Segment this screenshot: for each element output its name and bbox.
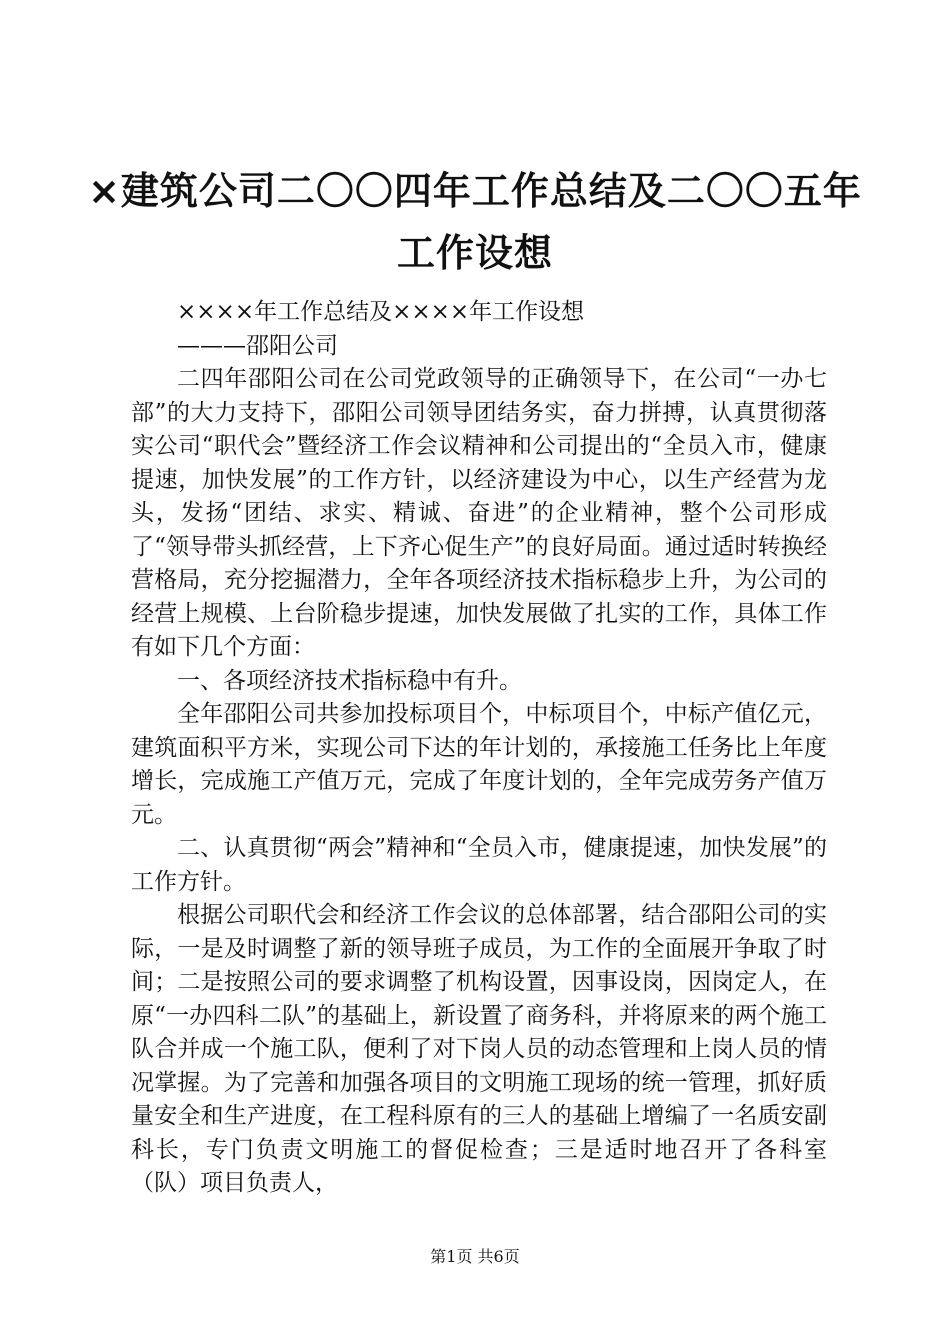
page-footer: 第1页 共6页 — [430, 1247, 520, 1266]
author-line: ———邵阳公司 — [177, 332, 338, 359]
section-heading: 二、认真贯彻“两会”精神和“全员入市，健康提速，加快发展”的工作方针。 — [131, 835, 827, 895]
paragraph: 全年邵阳公司共参加投标项目个，中标项目个，中标产值亿元，建筑面积平方米，实现公司下达的年计划的，承接施工任务比上年度增长，完成施工产值万元，完成了年度计划的，全年完成劳务产值万元。 — [131, 701, 827, 828]
document-body — [131, 296, 827, 1201]
paragraph: 根据公司职代会和经济工作会议的总体部署，结合邵阳公司的实际，一是及时调整了新的领导班子成员，为工作的全面展开争取了时间；二是按照公司的要求调整了机构设置，因事设岗，因岗定人，在原“一办四科二队”的基础上，新设置了商务科，并将原来的两个施工队合并成一个施工队，便利了对下岗人员的动态管理和上岗人员的情况掌握。为了完善和加强各项目的文明施工现场的统一管理，抓好质量安全和生产进度，在工程科原有的三人的基础上增编了一名质安副科长，专门负责文明施工的督促检查；三是适时地召开了各科室（队）项目负责人， — [131, 902, 827, 1196]
paragraph: 二四年邵阳公司在公司党政领导的正确领导下，在公司“一办七部”的大力支持下，邵阳公司领导团结务实，奋力拼搏，认真贯彻落实公司“职代会”暨经济工作会议精神和公司提出的“全员入市，健康提速，加快发展”的工作方针，以经济建设为中心，以生产经营为龙头，发扬“团结、求实、精诚、奋进”的企业精神，整个公司形成了“领导带头抓经营，上下齐心促生产”的良好局面。通过适时转换经营格局，充分挖掘潜力，全年各项经济技术指标稳步上升，为公司的经营上规模、上台阶稳步提速，加快发展做了扎实的工作，具体工作有如下几个方面： — [131, 366, 827, 660]
title-line-2: 工作设想 — [396, 231, 553, 275]
subtitle: ××××年工作总结及××××年工作设想 — [177, 299, 585, 325]
title-line-1: ×建筑公司二〇〇四年工作总结及二〇〇五年 — [88, 169, 862, 213]
section-heading: 一、各项经济技术指标稳中有升。 — [177, 667, 522, 694]
